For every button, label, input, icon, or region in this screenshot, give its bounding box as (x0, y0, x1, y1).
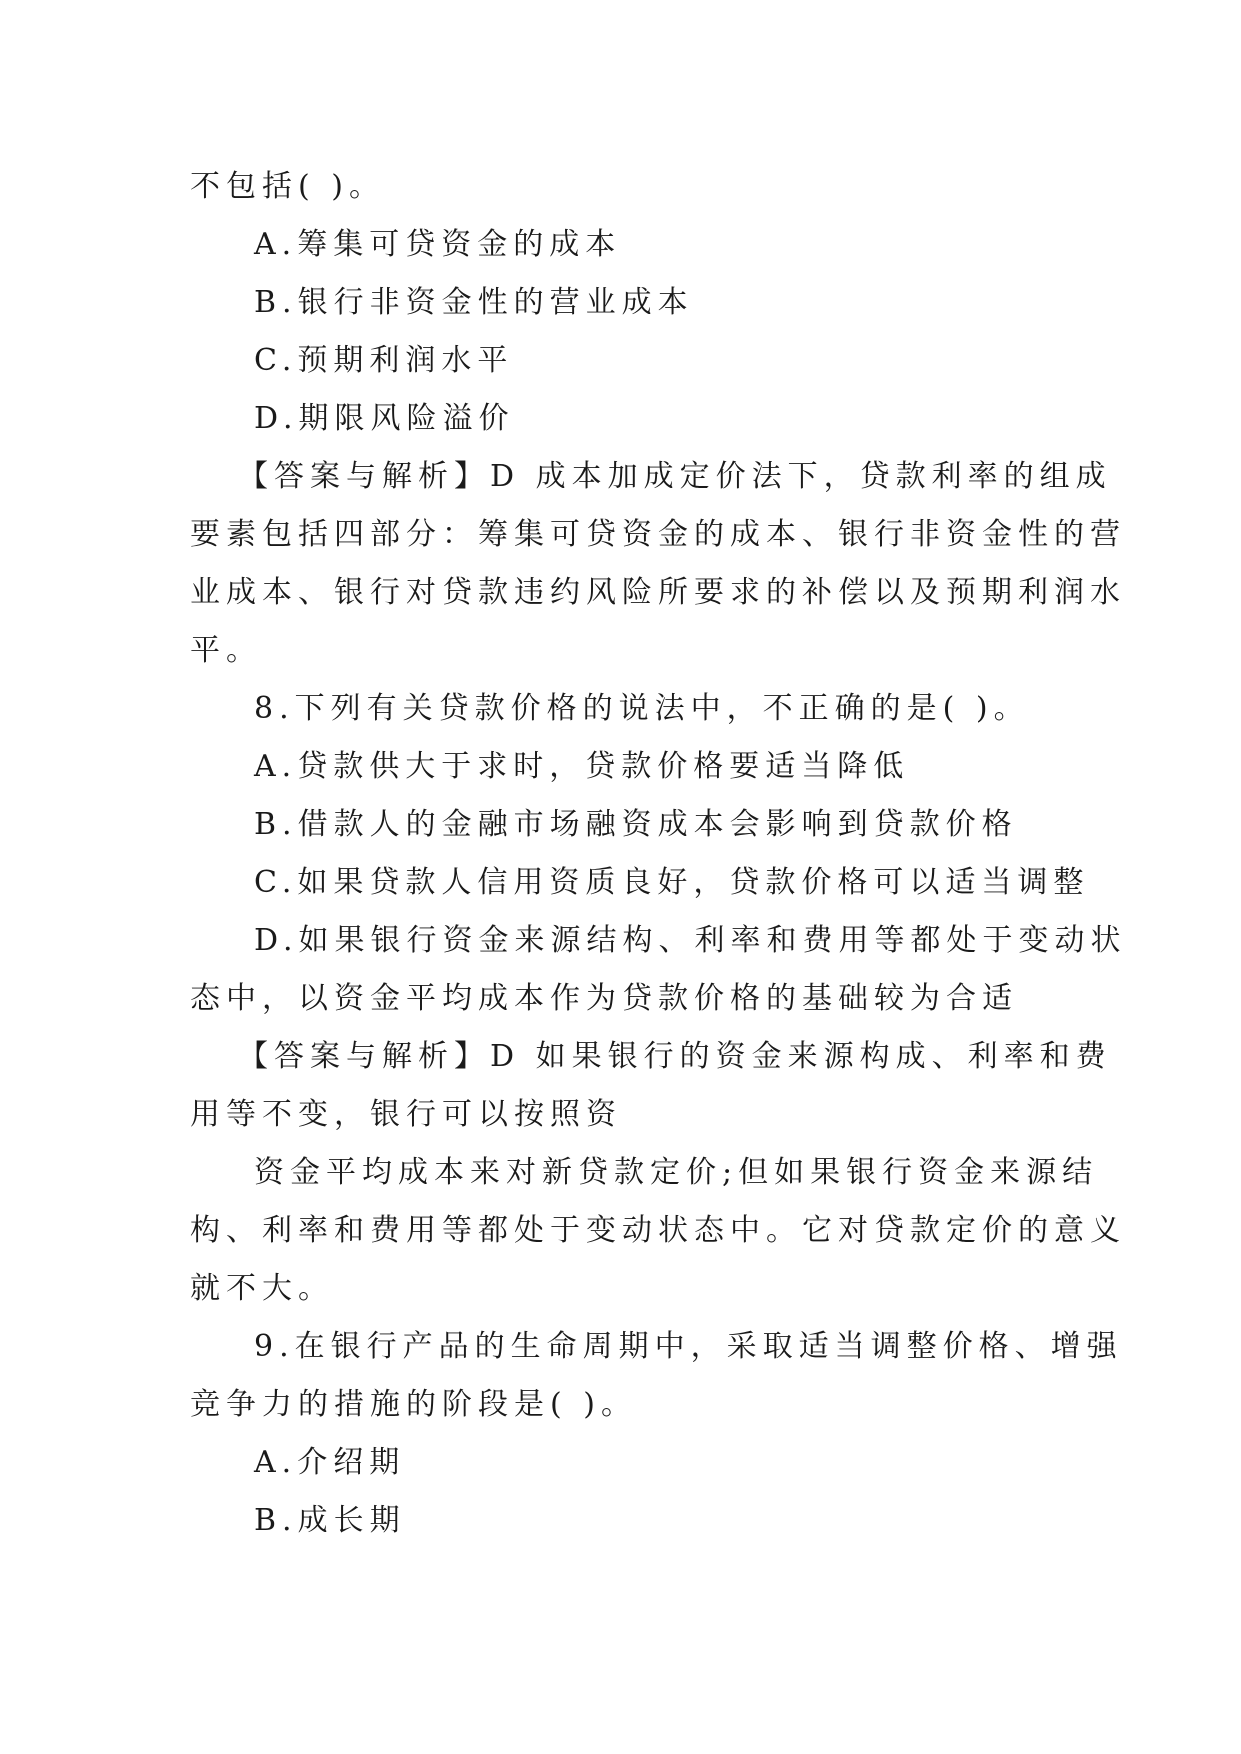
q8-option-b: B.借款人的金融市场融资成本会影响到贷款价格 (254, 807, 1018, 842)
q7-option-a: A.筹集可贷资金的成本 (254, 227, 622, 262)
q8-option-a: A.贷款供大于求时，贷款价格要适当降低 (254, 749, 910, 784)
q8-option-d-line-1: D.如果银行资金来源结构、利率和费用等都处于变动状 (254, 923, 1127, 958)
q8-option-c: C.如果贷款人信用资质良好，贷款价格可以适当调整 (254, 865, 1090, 900)
q8-answer-line-1: 【答案与解析】D 如果银行的资金来源构成、利率和费 (238, 1039, 1112, 1074)
q8-stem: 8.下列有关贷款价格的说法中，不正确的是( )。 (254, 691, 1030, 726)
q9-stem-line-2: 竞争力的措施的阶段是( )。 (190, 1387, 637, 1422)
q7-answer-line-4: 平。 (190, 633, 262, 668)
q8-answer-line-2: 用等不变，银行可以按照资 (190, 1097, 622, 1132)
q8-answer-line-5: 就不大。 (190, 1271, 334, 1306)
q8-answer-line-4: 构、利率和费用等都处于变动状态中。它对贷款定价的意义 (190, 1213, 1126, 1248)
q9-stem-line-1: 9.在银行产品的生命周期中，采取适当调整价格、增强 (254, 1329, 1123, 1364)
q9-option-b: B.成长期 (254, 1503, 406, 1538)
q7-option-b: B.银行非资金性的营业成本 (254, 285, 694, 320)
q7-option-c: C.预期利润水平 (254, 343, 514, 378)
q7-answer-line-2: 要素包括四部分：筹集可贷资金的成本、银行非资金性的营 (190, 517, 1126, 552)
q9-option-a: A.介绍期 (254, 1445, 406, 1480)
q8-option-d-line-2: 态中，以资金平均成本作为贷款价格的基础较为合适 (190, 981, 1018, 1016)
q7-option-d: D.期限风险溢价 (254, 401, 515, 436)
q7-stem-tail: 不包括( )。 (190, 169, 385, 204)
q7-answer-line-3: 业成本、银行对贷款违约风险所要求的补偿以及预期利润水 (190, 575, 1126, 610)
document-body (190, 158, 1127, 1550)
q8-answer-line-3: 资金平均成本来对新贷款定价;但如果银行资金来源结 (254, 1155, 1099, 1190)
q7-answer-line-1: 【答案与解析】D 成本加成定价法下，贷款利率的组成 (238, 459, 1112, 494)
